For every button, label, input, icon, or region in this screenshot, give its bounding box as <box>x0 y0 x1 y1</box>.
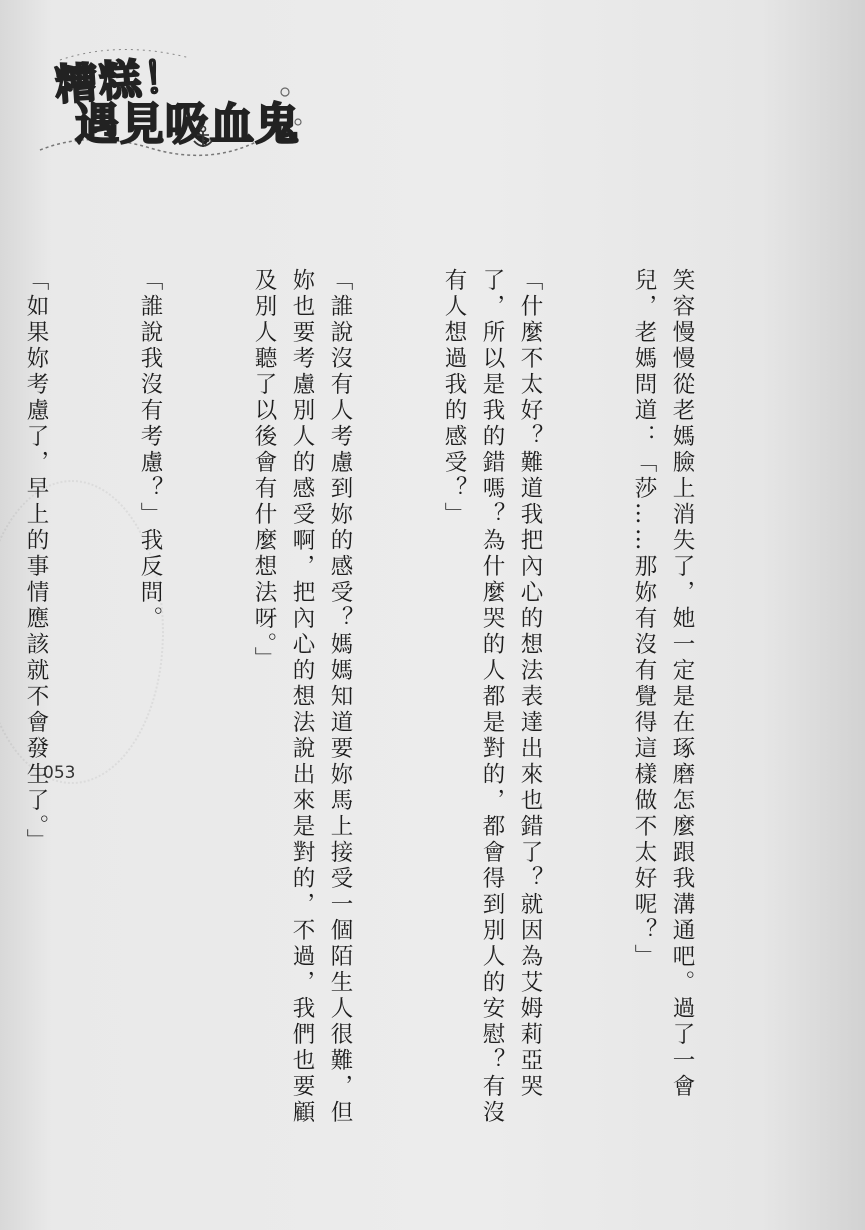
paragraph: 「誰說沒有人考慮到妳的感受？媽媽知道要妳馬上接受一個陌生人很難，但妳也要考慮別人的感受啊，把內心的想法說出來是對的，不過，我們也要顧及別人聽了以後會有什麼想法呀。」 <box>251 268 353 1126</box>
paragraph: 笑容慢慢從老媽臉上消失了，她一定是在琢磨怎麼跟我溝通吧。過了一會兒，老媽問道：「莎……那妳有沒有覺得這樣做不太好呢？」 <box>631 268 695 1100</box>
paragraph: 「什麼不太好？難道我把內心的想法表達出來也錯了？就因為艾姆莉亞哭了，所以是我的錯嗎？為什麼哭的人都是對的，都會得到別人的安慰？有沒有人想過我的感受？」 <box>441 268 543 1126</box>
paragraph: 「如果妳考慮了，早上的事情應該就不會發生了。」 <box>23 268 49 855</box>
anchor-icon <box>190 125 216 151</box>
page-number: 053 <box>43 763 76 783</box>
book-logo-line2: 遇見吸血鬼 <box>75 99 300 150</box>
book-logo-line1: 糟糕！ <box>53 51 189 110</box>
paragraph: 「誰說我沒有考慮？」我反問。 <box>137 268 163 632</box>
